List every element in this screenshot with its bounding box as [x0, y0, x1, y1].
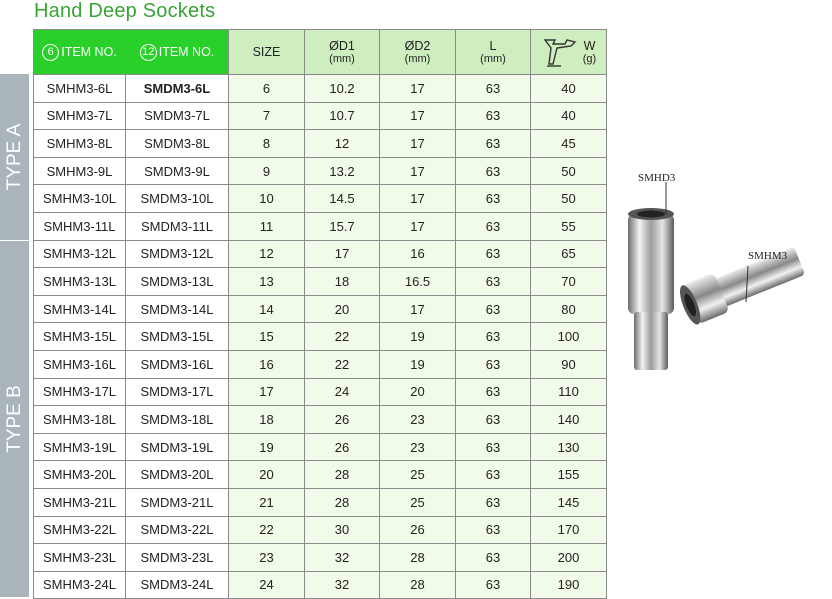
size-cell: 17	[229, 378, 305, 406]
item-6pt-cell: SMHM3-8L	[34, 130, 126, 158]
table-row	[34, 212, 607, 240]
size-cell: 6	[229, 75, 305, 103]
d2-cell: 19	[380, 323, 456, 351]
length-cell: 63	[456, 240, 531, 268]
weight-cell: 155	[531, 461, 607, 489]
wrench-socket-icon	[541, 34, 579, 70]
item-12pt-cell: SMDM3-17L	[126, 378, 229, 406]
size-cell: 23	[229, 544, 305, 572]
header-d1: ØD1 (mm)	[305, 30, 380, 75]
d2-cell: 23	[380, 406, 456, 434]
size-cell: 21	[229, 488, 305, 516]
table-row	[34, 461, 607, 489]
d1-cell: 26	[305, 433, 380, 461]
d1-cell: 24	[305, 378, 380, 406]
weight-cell: 40	[531, 102, 607, 130]
header-item-12pt: 12 ITEM NO.	[126, 30, 229, 75]
d1-cell: 22	[305, 323, 380, 351]
d2-cell: 26	[380, 516, 456, 544]
d1-cell: 22	[305, 350, 380, 378]
item-6pt-cell: SMHM3-22L	[34, 516, 126, 544]
d2-cell: 17	[380, 212, 456, 240]
table-row	[34, 544, 607, 572]
d1-cell: 30	[305, 516, 380, 544]
table-header-row	[34, 30, 607, 75]
weight-cell: 145	[531, 488, 607, 516]
socket-spec-table	[33, 29, 607, 599]
d1-cell: 13.2	[305, 157, 380, 185]
size-cell: 11	[229, 212, 305, 240]
d2-cell: 25	[380, 488, 456, 516]
d2-cell: 19	[380, 350, 456, 378]
size-cell: 7	[229, 102, 305, 130]
length-cell: 63	[456, 130, 531, 158]
length-cell: 63	[456, 433, 531, 461]
d2-cell: 16	[380, 240, 456, 268]
size-cell: 24	[229, 571, 305, 599]
item-6pt-cell: SMHM3-13L	[34, 268, 126, 296]
size-cell: 20	[229, 461, 305, 489]
header-item-6pt: 6 ITEM NO.	[34, 30, 126, 75]
header-weight: W (g)	[531, 30, 607, 75]
item-6pt-cell: SMHM3-18L	[34, 406, 126, 434]
d2-cell: 16.5	[380, 268, 456, 296]
header-d2: ØD2 (mm)	[380, 30, 456, 75]
d2-cell: 28	[380, 571, 456, 599]
weight-cell: 45	[531, 130, 607, 158]
item-12pt-cell: SMDM3-11L	[126, 212, 229, 240]
table-row	[34, 406, 607, 434]
length-cell: 63	[456, 571, 531, 599]
weight-cell: 40	[531, 75, 607, 103]
d1-cell: 28	[305, 488, 380, 516]
table-row	[34, 295, 607, 323]
length-cell: 63	[456, 157, 531, 185]
item-6pt-cell: SMHM3-10L	[34, 185, 126, 213]
item-6pt-cell: SMHM3-11L	[34, 212, 126, 240]
d2-cell: 28	[380, 544, 456, 572]
d2-cell: 20	[380, 378, 456, 406]
table-row	[34, 516, 607, 544]
table-row	[34, 378, 607, 406]
table-row	[34, 185, 607, 213]
d2-cell: 17	[380, 130, 456, 158]
item-6pt-cell: SMHM3-14L	[34, 295, 126, 323]
size-cell: 15	[229, 323, 305, 351]
length-cell: 63	[456, 102, 531, 130]
length-cell: 63	[456, 461, 531, 489]
table-row	[34, 157, 607, 185]
d2-cell: 17	[380, 102, 456, 130]
weight-cell: 140	[531, 406, 607, 434]
weight-cell: 50	[531, 185, 607, 213]
socket-photo	[600, 170, 832, 390]
d1-cell: 18	[305, 268, 380, 296]
weight-cell: 70	[531, 268, 607, 296]
six-point-badge: 6	[42, 44, 59, 61]
type-b-label: TYPE B	[3, 385, 25, 453]
type-a-label: TYPE A	[3, 123, 25, 191]
weight-cell: 100	[531, 323, 607, 351]
item-12pt-cell: SMDM3-7L	[126, 102, 229, 130]
length-cell: 63	[456, 488, 531, 516]
length-cell: 63	[456, 350, 531, 378]
item-12pt-cell: SMDM3-22L	[126, 516, 229, 544]
size-cell: 16	[229, 350, 305, 378]
item-6pt-cell: SMHM3-24L	[34, 571, 126, 599]
smhm3-label: SMHM3	[748, 250, 788, 262]
weight-cell: 110	[531, 378, 607, 406]
item-6pt-cell: SMHM3-6L	[34, 75, 126, 103]
d2-cell: 17	[380, 295, 456, 323]
item-6pt-cell: SMHM3-21L	[34, 488, 126, 516]
table-row	[34, 240, 607, 268]
size-cell: 9	[229, 157, 305, 185]
item-6pt-cell: SMHM3-19L	[34, 433, 126, 461]
item-12pt-cell: SMDM3-14L	[126, 295, 229, 323]
table-row	[34, 571, 607, 599]
d1-cell: 14.5	[305, 185, 380, 213]
d2-cell: 17	[380, 185, 456, 213]
type-a-band	[0, 74, 29, 240]
item-6pt-cell: SMHM3-17L	[34, 378, 126, 406]
d1-cell: 28	[305, 461, 380, 489]
table-row	[34, 75, 607, 103]
item-6pt-cell: SMHM3-16L	[34, 350, 126, 378]
item-12pt-cell: SMDM3-10L	[126, 185, 229, 213]
table-row	[34, 433, 607, 461]
item-6pt-cell: SMHM3-12L	[34, 240, 126, 268]
length-cell: 63	[456, 378, 531, 406]
table-row	[34, 102, 607, 130]
size-cell: 19	[229, 433, 305, 461]
weight-cell: 80	[531, 295, 607, 323]
weight-cell: 65	[531, 240, 607, 268]
weight-cell: 170	[531, 516, 607, 544]
length-cell: 63	[456, 212, 531, 240]
length-cell: 63	[456, 185, 531, 213]
weight-cell: 50	[531, 157, 607, 185]
table-row	[34, 323, 607, 351]
item-12pt-cell: SMDM3-20L	[126, 461, 229, 489]
d1-cell: 15.7	[305, 212, 380, 240]
table-row	[34, 130, 607, 158]
item-12pt-cell: SMDM3-8L	[126, 130, 229, 158]
item-6pt-cell: SMHM3-15L	[34, 323, 126, 351]
weight-cell: 190	[531, 571, 607, 599]
d1-cell: 26	[305, 406, 380, 434]
length-cell: 63	[456, 295, 531, 323]
d1-cell: 20	[305, 295, 380, 323]
item-12pt-cell: SMDM3-21L	[126, 488, 229, 516]
length-cell: 63	[456, 75, 531, 103]
length-cell: 63	[456, 268, 531, 296]
item-12pt-cell: SMDM3-6L	[126, 75, 229, 103]
size-cell: 8	[229, 130, 305, 158]
twelve-point-badge: 12	[140, 44, 157, 61]
weight-cell: 90	[531, 350, 607, 378]
item-12pt-cell: SMDM3-19L	[126, 433, 229, 461]
length-cell: 63	[456, 516, 531, 544]
item-12pt-cell: SMDM3-12L	[126, 240, 229, 268]
weight-cell: 55	[531, 212, 607, 240]
weight-cell: 200	[531, 544, 607, 572]
d1-cell: 10.7	[305, 102, 380, 130]
length-cell: 63	[456, 323, 531, 351]
length-cell: 63	[456, 544, 531, 572]
size-cell: 10	[229, 185, 305, 213]
weight-cell: 130	[531, 433, 607, 461]
d1-cell: 32	[305, 571, 380, 599]
d1-cell: 32	[305, 544, 380, 572]
size-cell: 13	[229, 268, 305, 296]
length-cell: 63	[456, 406, 531, 434]
item-12pt-cell: SMDM3-23L	[126, 544, 229, 572]
item-6pt-cell: SMHM3-9L	[34, 157, 126, 185]
d1-cell: 10.2	[305, 75, 380, 103]
item-6pt-cell: SMHM3-20L	[34, 461, 126, 489]
header-size: SIZE	[229, 30, 305, 75]
table-row	[34, 488, 607, 516]
page-title: Hand Deep Sockets	[34, 0, 216, 22]
d2-cell: 17	[380, 75, 456, 103]
item-6pt-cell: SMHM3-23L	[34, 544, 126, 572]
size-cell: 14	[229, 295, 305, 323]
deep-sockets-image	[600, 170, 832, 390]
item-12pt-cell: SMDM3-13L	[126, 268, 229, 296]
item-12pt-cell: SMDM3-15L	[126, 323, 229, 351]
d2-cell: 17	[380, 157, 456, 185]
d2-cell: 25	[380, 461, 456, 489]
item-12pt-cell: SMDM3-9L	[126, 157, 229, 185]
smhd3-label: SMHD3	[638, 172, 676, 184]
size-cell: 22	[229, 516, 305, 544]
d2-cell: 23	[380, 433, 456, 461]
table-row	[34, 268, 607, 296]
table-row	[34, 350, 607, 378]
item-12pt-cell: SMDM3-18L	[126, 406, 229, 434]
item-6pt-cell: SMHM3-7L	[34, 102, 126, 130]
d1-cell: 12	[305, 130, 380, 158]
header-length: L (mm)	[456, 30, 531, 75]
type-b-band	[0, 241, 29, 597]
size-cell: 12	[229, 240, 305, 268]
size-cell: 18	[229, 406, 305, 434]
item-12pt-cell: SMDM3-16L	[126, 350, 229, 378]
item-12pt-cell: SMDM3-24L	[126, 571, 229, 599]
d1-cell: 17	[305, 240, 380, 268]
